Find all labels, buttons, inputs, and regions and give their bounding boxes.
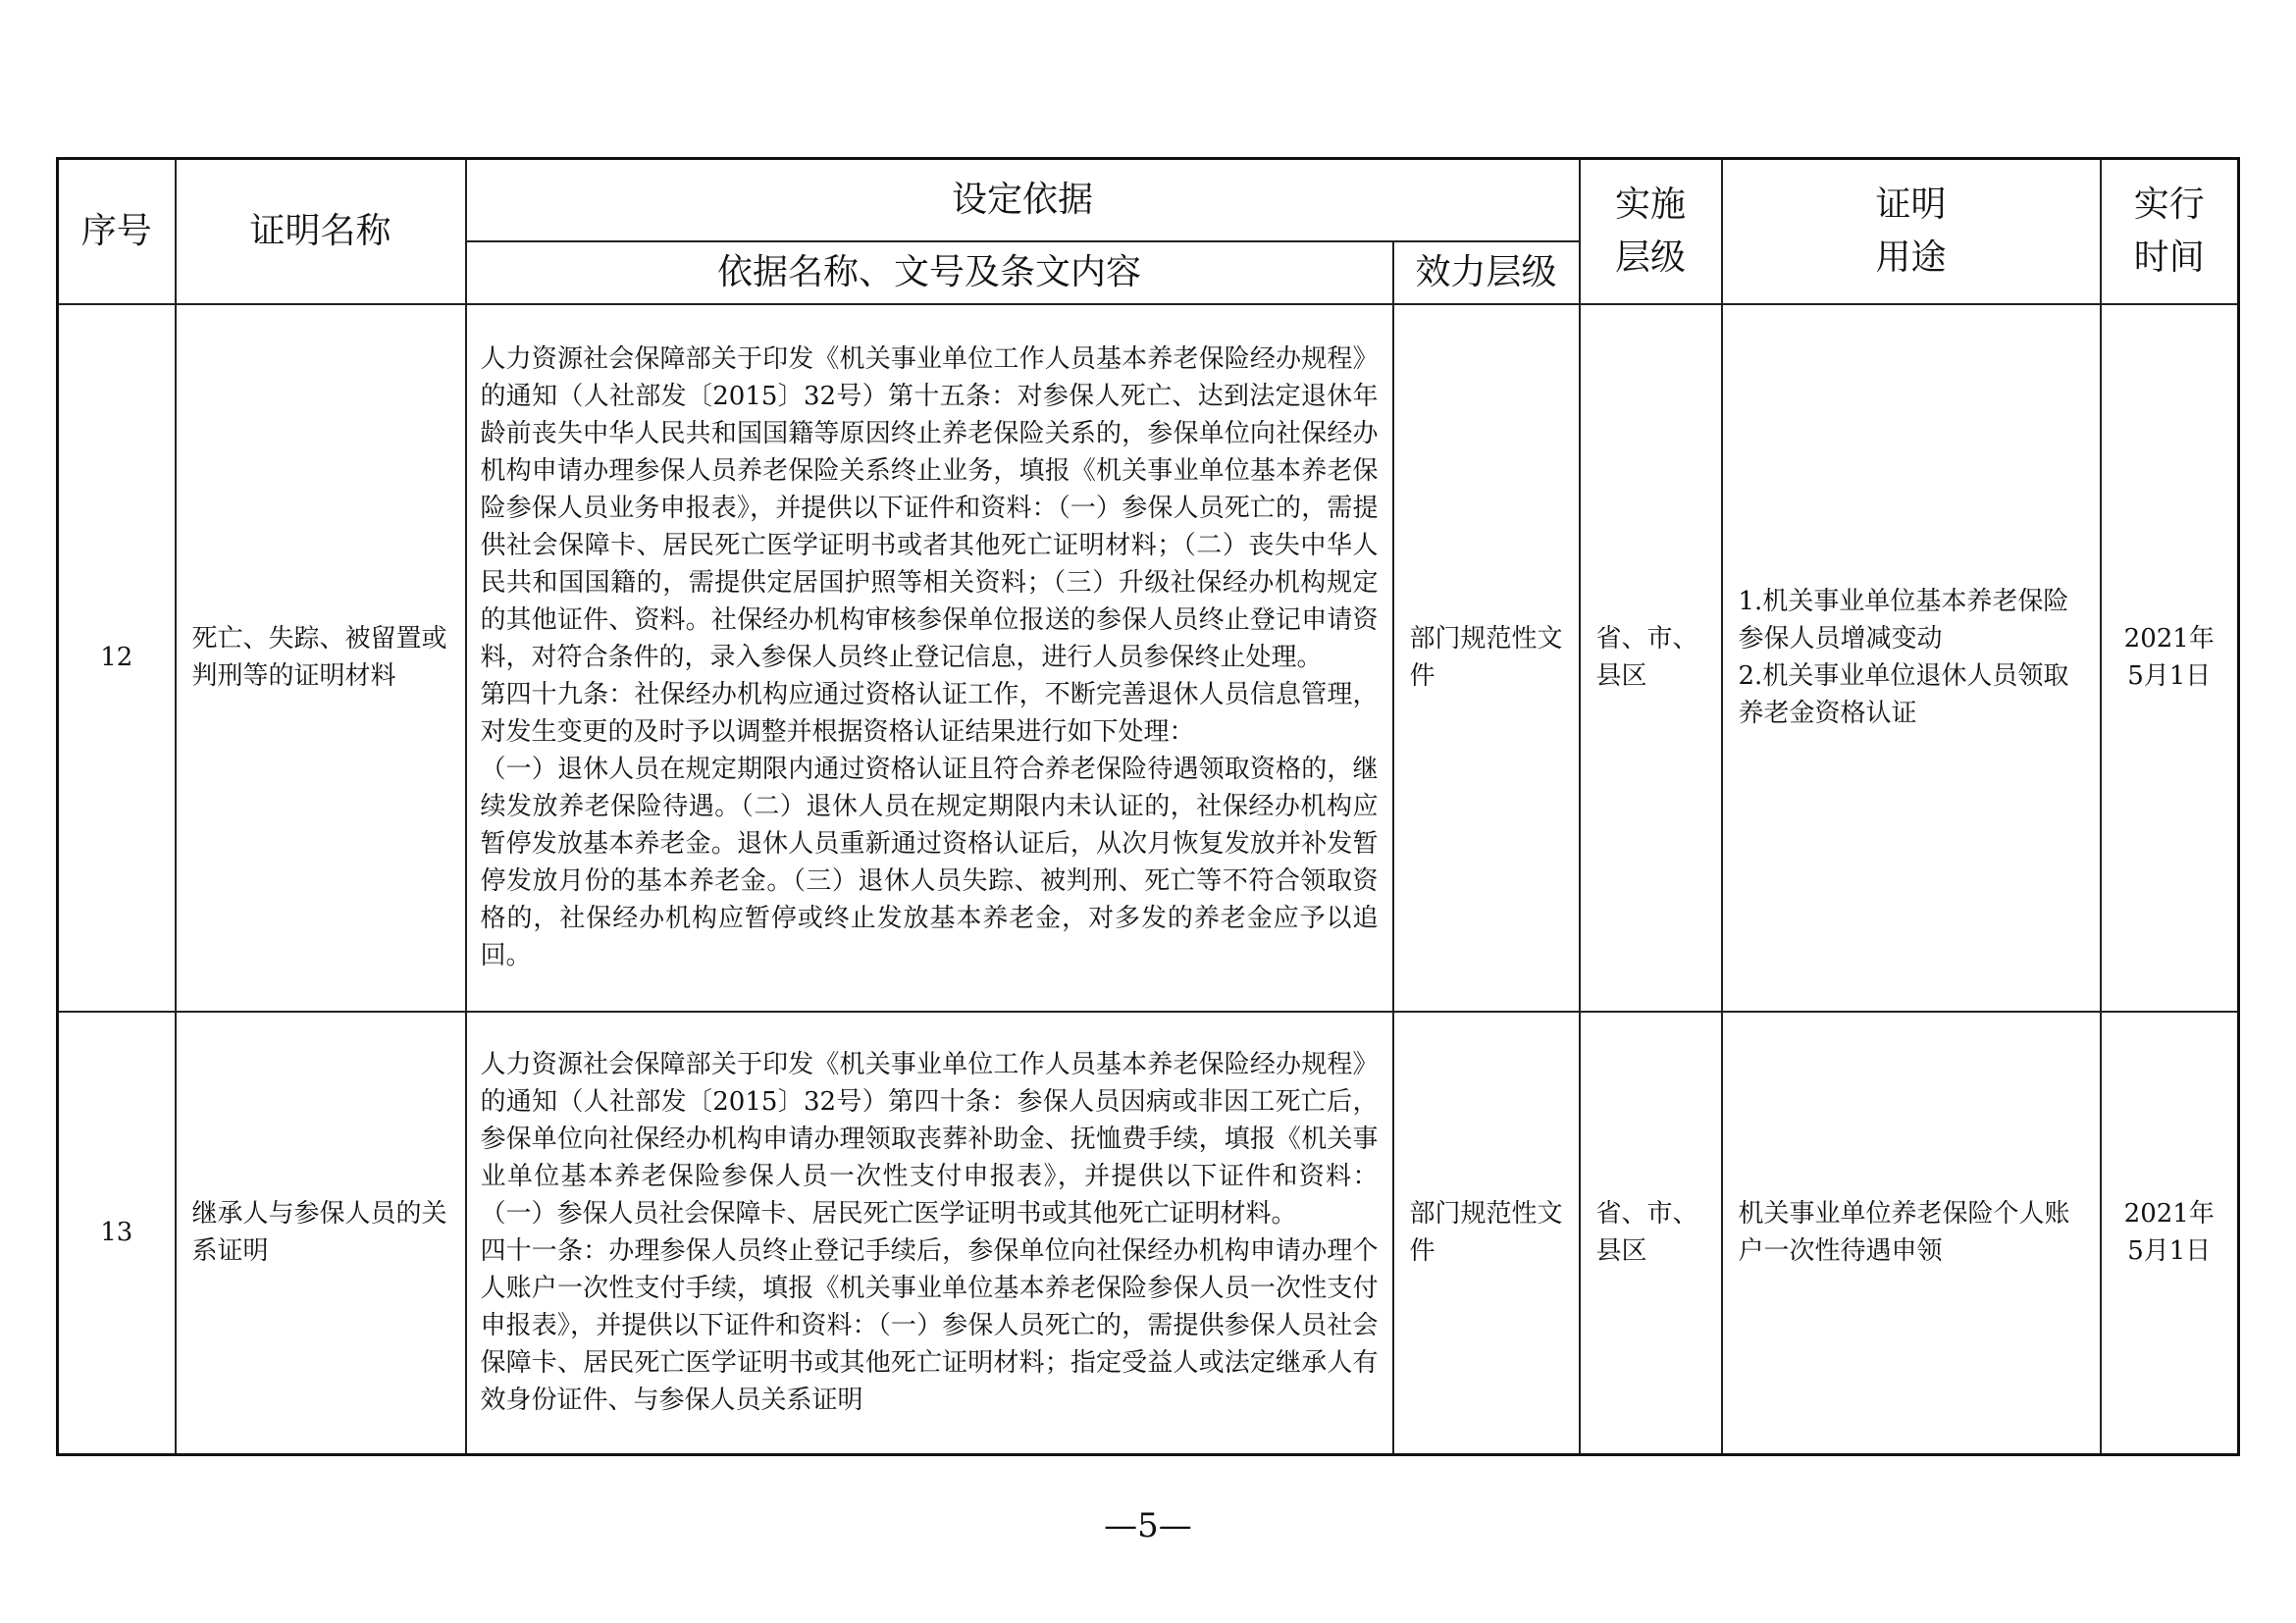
row-impl-level: 省、市、县区 <box>1580 304 1722 1012</box>
table-row <box>58 304 2239 1012</box>
row-impl-level: 省、市、县区 <box>1580 1012 1722 1455</box>
header-basis-level: 效力层级 <box>1393 241 1580 304</box>
row-basis-content <box>466 304 1393 1012</box>
purpose-line: 机关事业单位养老保险个人账户一次性待遇申领 <box>1738 1199 2070 1267</box>
basis-paragraph: （一）退休人员在规定期限内通过资格认证且符合养老保险待遇领取资格的，继续发放养老保险待遇。（二）退休人员在规定期限内未认证的，社保经办机构应暂停发放基本养老金。退休人员重新通过资格认证后，从次月恢复发放并补发暂停发放月份的基本养老金。（三）退休人员失踪、被判刑、死亡等不符合领取资格的，社保经办机构应暂停或终止发放基本养老金，对多发的养老金应予以追回。 <box>480 755 1379 970</box>
row-basis-content <box>466 1012 1393 1455</box>
header-purpose: 证明 用途 <box>1722 159 2101 304</box>
header-basis-group: 设定依据 <box>466 159 1580 241</box>
page-number: —5— <box>1104 1506 1192 1545</box>
header-cert-name: 证明名称 <box>176 159 466 304</box>
purpose-line: 2.机关事业单位退休人员领取养老金资格认证 <box>1738 661 2069 728</box>
basis-paragraph: 人力资源社会保障部关于印发《机关事业单位工作人员基本养老保险经办规程》的通知（人社部发〔2015〕32号）第四十条：参保人员因病或非因工死亡后，参保单位向社保经办机构申请办理领取丧葬补助金、抚恤费手续，填报《机关事业单位基本养老保险参保人员一次性支付申报表》，并提供以下证件和资料：（一）参保人员社会保障卡、居民死亡医学证明书或其他死亡证明材料。 <box>480 1050 1379 1230</box>
basis-paragraph: 四十一条：办理参保人员终止登记手续后，参保单位向社保经办机构申请办理个人账户一次性支付手续，填报《机关事业单位基本养老保险参保人员一次性支付申报表》，并提供以下证件和资料：（一）参保人员死亡的，需提供参保人员社会保障卡、居民死亡医学证明书或其他死亡证明材料；指定受益人或法定继承人有效身份证件、与参保人员关系证明 <box>480 1236 1379 1416</box>
row-basis-level: 部门规范性文件 <box>1393 304 1580 1012</box>
row-basis-level: 部门规范性文件 <box>1393 1012 1580 1455</box>
row-purpose <box>1722 304 2101 1012</box>
basis-paragraph: 人力资源社会保障部关于印发《机关事业单位工作人员基本养老保险经办规程》的通知（人社部发〔2015〕32号）第十五条：对参保人死亡、达到法定退休年龄前丧失中华人民共和国国籍等原因终止养老保险关系的，参保单位向社保经办机构申请办理参保人员养老保险关系终止业务，填报《机关事业单位基本养老保险参保人员业务申报表》，并提供以下证件和资料：（一）参保人员死亡的，需提供社会保障卡、居民死亡医学证明书或者其他死亡证明材料；（二）丧失中华人民共和国国籍的，需提供定居国护照等相关资料；（三）升级社保经办机构规定的其他证件、资料。社保经办机构审核参保单位报送的参保人员终止登记申请资料，对符合条件的，录入参保人员终止登记信息，进行人员参保终止处理。 <box>480 344 1379 672</box>
basis-paragraph: 第四十九条：社保经办机构应通过资格认证工作，不断完善退休人员信息管理，对发生变更的及时予以调整并根据资格认证结果进行如下处理： <box>480 680 1379 747</box>
row-effective-time: 2021年5月1日 <box>2101 304 2239 1012</box>
row-cert-name: 继承人与参保人员的关系证明 <box>176 1012 466 1455</box>
table-row <box>58 1012 2239 1455</box>
row-purpose <box>1722 1012 2101 1455</box>
row-seq: 13 <box>58 1012 176 1455</box>
header-seq: 序号 <box>58 159 176 304</box>
header-impl-level: 实施 层级 <box>1580 159 1722 304</box>
row-effective-time: 2021年5月1日 <box>2101 1012 2239 1455</box>
certificate-table <box>56 157 2240 1456</box>
purpose-line: 1.机关事业单位基本养老保险参保人员增减变动 <box>1738 587 2069 654</box>
header-effective-time: 实行 时间 <box>2101 159 2239 304</box>
row-cert-name: 死亡、失踪、被留置或判刑等的证明材料 <box>176 304 466 1012</box>
header-basis-content: 依据名称、文号及条文内容 <box>466 241 1393 304</box>
row-seq: 12 <box>58 304 176 1012</box>
